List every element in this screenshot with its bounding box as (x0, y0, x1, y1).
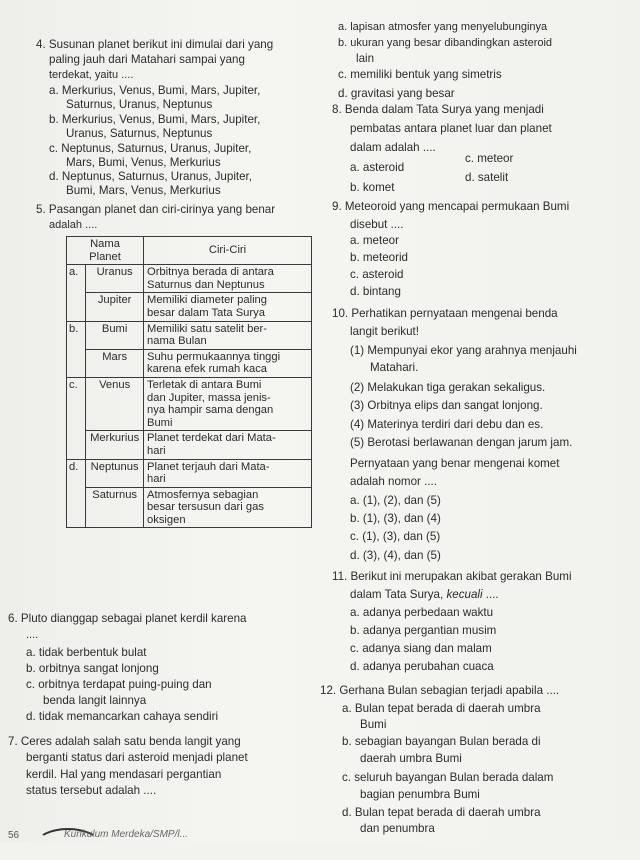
table-row (67, 487, 312, 528)
q10-statement: (4) Materinya terdiri dari debu dan es. (350, 418, 544, 431)
q8-line: dalam adalah .... (350, 141, 436, 154)
planet-name: Neptunus (86, 459, 144, 487)
table-header-row (67, 237, 312, 265)
planet-characteristic: Planet terdekat dari Mata- hari (144, 431, 312, 459)
q9-line: 9. Meteoroid yang mencapai permukaan Bumi (332, 200, 570, 213)
q12-option-c-cont: bagian penumbra Bumi (360, 788, 480, 801)
q4-line: 4. Susunan planet berikut ini dimulai dari yang (36, 38, 274, 51)
q7-option-d: d. gravitasi yang besar (338, 87, 455, 100)
q10-option-d: d. (3), (4), dan (5) (350, 549, 441, 562)
q4-option-d: d. Neptunus, Saturnus, Uranus, Jupiter, (49, 170, 253, 183)
q11-kecuali: kecuali (446, 588, 483, 601)
q10-line: 10. Perhatikan pernyataan mengenai benda (332, 307, 558, 320)
q6-option-d: d. tidak memancarkan cahaya sendiri (26, 710, 219, 723)
q9-option-c: c. asteroid (350, 268, 404, 281)
q7-line: berganti status dari asteroid menjadi planet (26, 751, 248, 764)
q7-option-a: a. lapisan atmosfer yang menyelubunginya (338, 21, 548, 33)
table-row (67, 293, 312, 321)
q10-line: langit berikut! (350, 325, 419, 338)
q10-statement: (2) Melakukan tiga gerakan sekaligus. (350, 381, 546, 394)
planet-name: Uranus (86, 265, 144, 293)
planet-characteristics-table (66, 236, 312, 528)
q7-option-b-cont: lain (356, 52, 375, 65)
q12-option-c: c. seluruh bayangan Bulan berada dalam (342, 771, 554, 784)
table-row (67, 349, 312, 377)
q5-line: adalah .... (49, 219, 98, 231)
planet-characteristic: Planet terjauh dari Mata- hari (144, 459, 312, 487)
q11-line: 11. Berikut ini merupakan akibat gerakan Bumi (332, 570, 572, 583)
q9-option-a: a. meteor (350, 234, 399, 247)
q10-option-a: a. (1), (2), dan (5) (350, 494, 441, 507)
option-letter: d. (67, 459, 86, 528)
planet-characteristic: Atmosfernya sebagian besar tersusun dari gas oksigen (144, 487, 312, 528)
q8-option-d: d. satelit (465, 171, 509, 184)
q4-option-b-cont: Uranus, Saturnus, Neptunus (66, 127, 213, 140)
option-letter: c. (67, 377, 86, 459)
q9-option-d: d. bintang (350, 285, 401, 298)
planet-name: Venus (86, 377, 144, 430)
planet-characteristic: Terletak di antara Bumi dan Jupiter, massa jenis- nya hampir sama dengan Bumi (144, 377, 312, 430)
q9-line: disebut .... (350, 218, 404, 231)
q6-line: 6. Pluto dianggap sebagai planet kerdil karena (8, 612, 247, 625)
header-nama-planet (67, 237, 144, 265)
q6-option-c-cont: benda langit lainnya (43, 694, 147, 707)
q10-option-c: c. (1), (3), dan (5) (350, 530, 441, 543)
header-nama: Nama (90, 238, 120, 250)
page-footer (0, 826, 640, 843)
q8-line: pembatas antara planet luar dan planet (350, 122, 552, 135)
planet-characteristic: Orbitnya berada di antara Saturnus dan Neptunus (144, 265, 312, 293)
q9-option-b: b. meteorid (350, 251, 408, 264)
table-row (67, 265, 312, 293)
table-row (67, 431, 312, 459)
q7-line: kerdil. Hal yang mendasari pergantian (26, 768, 222, 781)
q4-option-b: b. Merkurius, Venus, Bumi, Mars, Jupiter, (49, 113, 261, 126)
planet-name: Bumi (86, 321, 144, 349)
q4-option-c-cont: Mars, Bumi, Venus, Merkurius (66, 156, 221, 169)
q12-option-a-cont: Bumi (360, 718, 387, 731)
planet-name: Jupiter (86, 293, 144, 321)
option-letter: b. (67, 321, 86, 377)
q7-option-c: c. memiliki bentuk yang simetris (338, 68, 502, 81)
q11-option-d: d. adanya perubahan cuaca (350, 660, 494, 673)
q5-line: 5. Pasangan planet dan ciri-cirinya yang benar (36, 203, 276, 216)
q12-option-b: b. sebagian bayangan Bulan berada di (342, 735, 541, 748)
q6-option-b: b. orbitnya sangat lonjong (26, 662, 159, 675)
footer-text: Kurikulum Merdeka/SMP/l... (64, 829, 188, 840)
page-number: 56 (8, 830, 20, 841)
planet-name: Mars (86, 349, 144, 377)
q7-line: status tersebut adalah .... (26, 784, 157, 797)
q8-option-c: c. meteor (465, 152, 514, 165)
q11-option-a: a. adanya perbedaan waktu (350, 606, 494, 619)
header-ciri-ciri: Ciri-Ciri (144, 237, 312, 265)
q4-option-a-cont: Saturnus, Uranus, Neptunus (66, 98, 213, 111)
q10-statement: (3) Orbitnya elips dan sangat lonjong. (350, 399, 543, 412)
table-row (67, 459, 312, 487)
q10-statement-cont: Matahari. (370, 361, 419, 374)
planet-name: Merkurius (86, 431, 144, 459)
planet-characteristic: Memiliki satu satelit ber- nama Bulan (144, 321, 312, 349)
q10-statement: (1) Mempunyai ekor yang arahnya menjauhi (350, 344, 577, 357)
option-letter: a. (67, 265, 86, 321)
planet-characteristic: Memiliki diameter paling besar dalam Tata Surya (144, 293, 312, 321)
table-row (67, 377, 312, 430)
q12-option-d: d. Bulan tepat berada di daerah umbra (342, 806, 541, 819)
q11-option-b: b. adanya pergantian musim (350, 624, 497, 637)
q4-option-d-cont: Bumi, Mars, Venus, Merkurius (66, 184, 221, 197)
q10-prompt: adalah nomor .... (350, 475, 438, 488)
q12-option-b-cont: daerah umbra Bumi (360, 752, 462, 765)
q7-option-b: b. ukuran yang besar dibandingkan asteroid (338, 37, 553, 49)
q8-option-a: a. asteroid (350, 161, 405, 174)
q8-option-b: b. komet (350, 181, 395, 194)
q7-line: 7. Ceres adalah salah satu benda langit yang (8, 735, 241, 748)
q6-line: .... (26, 629, 39, 641)
q10-option-b: b. (1), (3), dan (4) (350, 512, 441, 525)
q12-line: 12. Gerhana Bulan sebagian terjadi apabila .... (320, 684, 560, 697)
q12-option-a: a. Bulan tepat berada di daerah umbra (342, 702, 541, 715)
q12-option-d-cont: dan penumbra (360, 822, 435, 835)
table-row (67, 321, 312, 349)
q11-line: dalam Tata Surya, kecuali .... (350, 588, 499, 601)
q4-option-a: a. Merkurius, Venus, Bumi, Mars, Jupiter, (49, 84, 261, 97)
q6-option-c: c. orbitnya terdapat puing-puing dan (26, 678, 212, 691)
planet-characteristic: Suhu permukaannya tinggi karena efek rumah kaca (144, 349, 312, 377)
q6-option-a: a. tidak berbentuk bulat (26, 646, 147, 659)
q10-statement: (5) Berotasi berlawanan dengan jarum jam. (350, 436, 573, 449)
q4-option-c: c. Neptunus, Saturnus, Uranus, Jupiter, (49, 142, 252, 155)
q8-line: 8. Benda dalam Tata Surya yang menjadi (332, 103, 544, 116)
q10-prompt: Pernyataan yang benar mengenai komet (350, 457, 560, 470)
q11-option-c: c. adanya siang dan malam (350, 642, 492, 655)
header-planet: Planet (89, 250, 121, 263)
q4-line: paling jauh dari Matahari sampai yang (49, 53, 245, 66)
planet-name: Saturnus (86, 487, 144, 528)
q4-line: terdekat, yaitu .... (49, 69, 134, 81)
